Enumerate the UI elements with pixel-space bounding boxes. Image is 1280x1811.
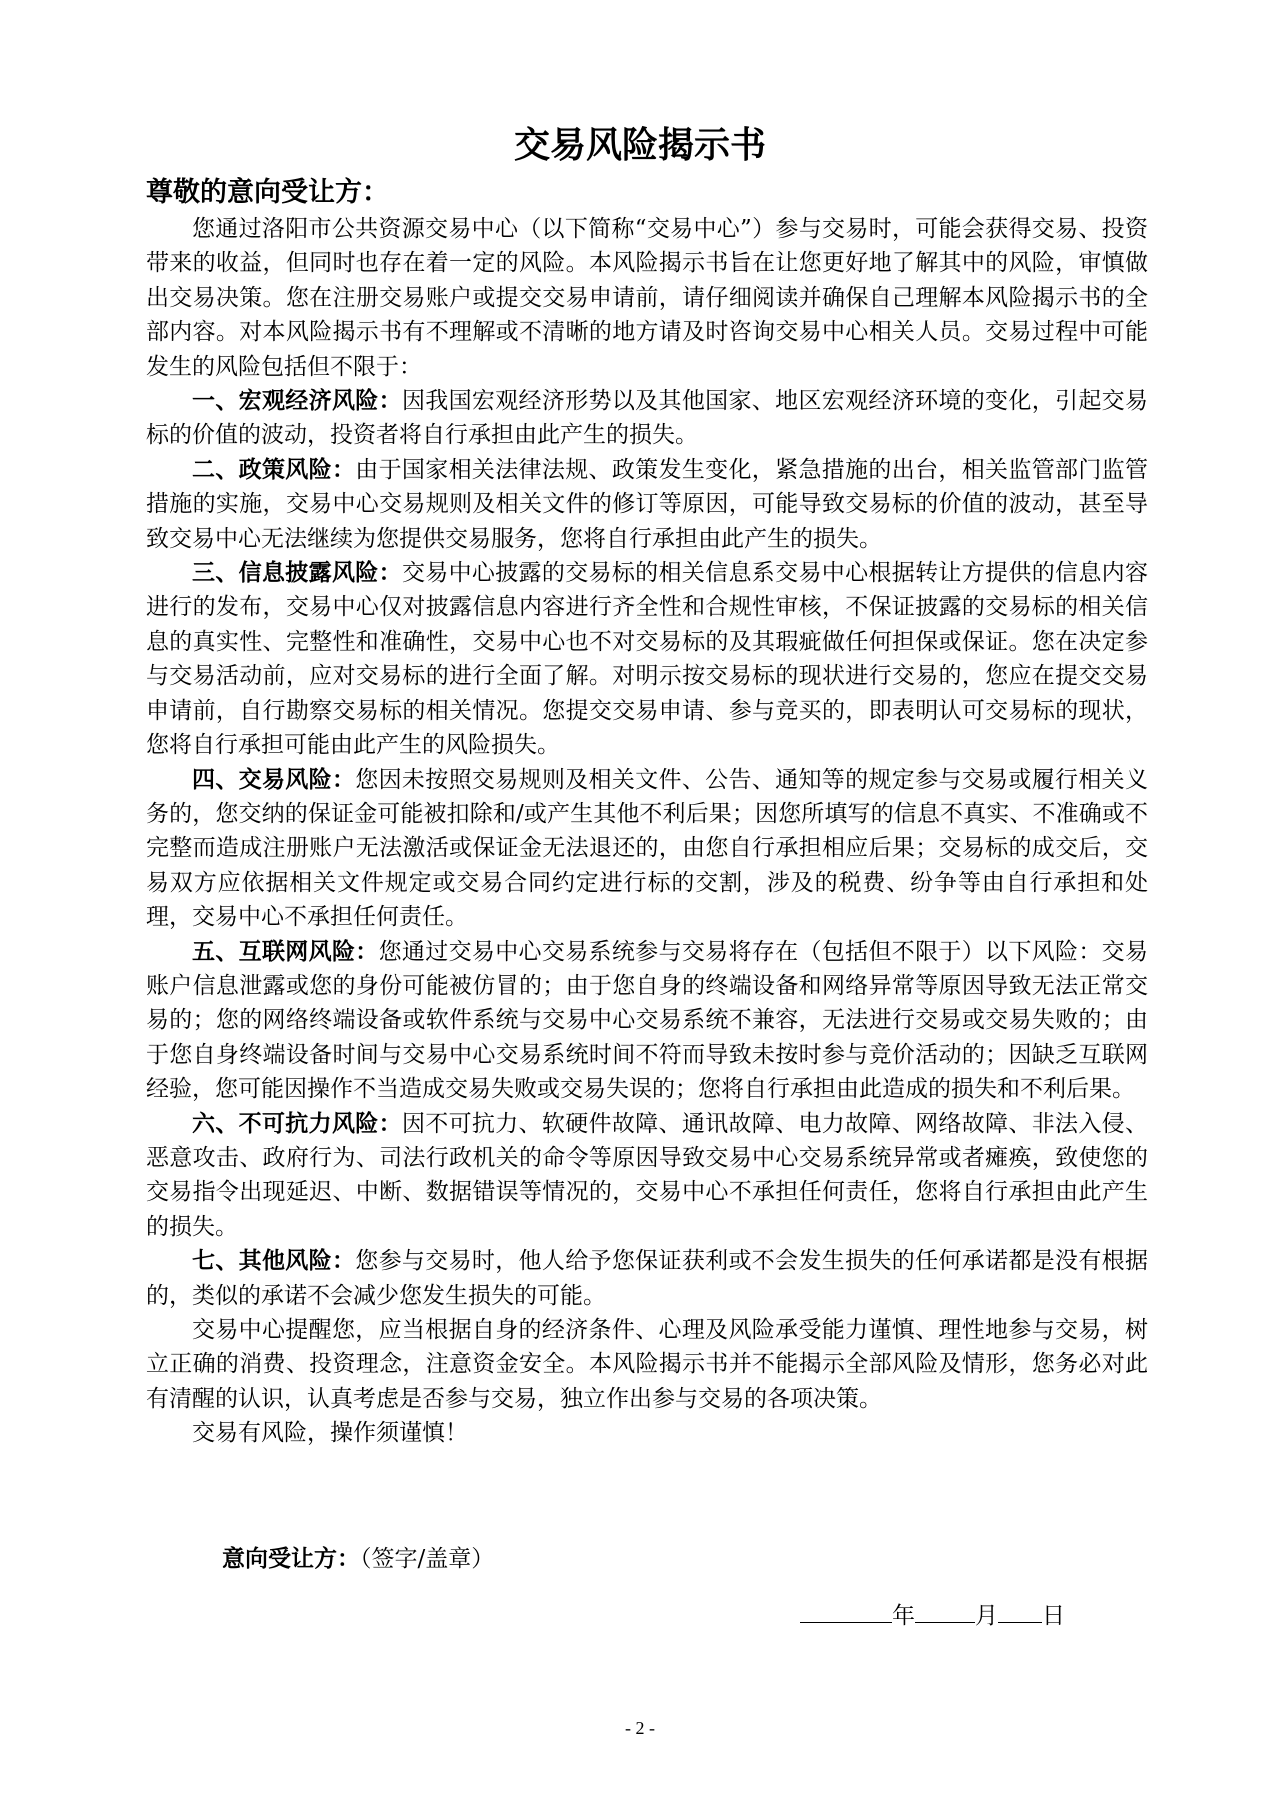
risk-heading: 七、其他风险：	[192, 1247, 356, 1275]
risk-paragraph-force-majeure	[146, 1107, 1148, 1245]
salutation: 尊敬的意向受让方：	[146, 177, 389, 208]
signature-line	[222, 1542, 494, 1576]
risk-heading: 二、政策风险：	[192, 455, 356, 483]
risk-paragraph-disclosure	[146, 556, 1148, 762]
month-blank[interactable]	[915, 1596, 975, 1623]
risk-text: 交易中心披露的交易标的相关信息系交易中心根据转让方提供的信息内容进行的发布，交易中心仅对披露信息内容进行齐全性和合规性审核，不保证披露的交易标的相关信息的真实性、完整性和准确性，交易中心也不对交易标的及其瑕疵做任何担保或保证。您在决定参与交易活动前，应对交易标的进行全面了解。对明示按交易标的现状进行交易的，您应在提交交易申请前，自行勘察交易标的相关情况。您提交交易申请、参与竞买的，即表明认可交易标的现状，您将自行承担可能由此产生的风险损失。	[146, 560, 1149, 759]
intro-paragraph: 您通过洛阳市公共资源交易中心（以下简称“交易中心”）参与交易时，可能会获得交易、投资带来的收益，但同时也存在着一定的风险。本风险揭示书旨在让您更好地了解其中的风险，审慎做出交易决策。您在注册交易账户或提交交易申请前，请仔细阅读并确保自己理解本风险揭示书的全部内容。对本风险揭示书有不理解或不清晰的地方请及时咨询交易中心相关人员。交易过程中可能发生的风险包括但不限于：	[146, 216, 1148, 380]
risk-text: 您因未按照交易规则及相关文件、公告、通知等的规定参与交易或履行相关义务的，您交纳的保证金可能被扣除和/或产生其他不利后果；因您所填写的信息不真实、不准确或不完整而造成注册账户无法激活或保证金无法退还的，由您自行承担相应后果；交易标的成交后，交易双方应依据相关文件规定或交易合同约定进行标的交割，涉及的税费、纷争等由自行承担和处理，交易中心不承担任何责任。	[146, 766, 1149, 931]
risk-paragraph-other	[146, 1244, 1148, 1313]
reminder-paragraph: 交易中心提醒您，应当根据自身的经济条件、心理及风险承受能力谨慎、理性地参与交易，树立正确的消费、投资理念，注意资金安全。本风险揭示书并不能揭示全部风险及情形，您务必对此有清醒的认识，认真考虑是否参与交易，独立作出参与交易的各项决策。	[146, 1317, 1148, 1412]
risk-heading: 六、不可抗力风险：	[192, 1109, 402, 1137]
risk-text: 因不可抗力、软硬件故障、通讯故障、电力故障、网络故障、非法入侵、恶意攻击、政府行为、司法行政机关的命令等原因导致交易中心交易系统异常或者瘫痪，致使您的交易指令出现延迟、中断、数据错误等情况的，交易中心不承担任何责任，您将自行承担由此产生的损失。	[146, 1110, 1149, 1240]
month-label: 月	[975, 1603, 998, 1629]
risk-heading: 四、交易风险：	[192, 765, 356, 793]
risk-heading: 三、信息披露风险：	[192, 559, 402, 587]
caution-paragraph: 交易有风险，操作须谨慎！	[192, 1420, 468, 1447]
risk-paragraph-trading	[146, 763, 1148, 935]
risk-paragraph-policy	[146, 453, 1148, 556]
risk-text: 您通过交易中心交易系统参与交易将存在（包括但不限于）以下风险：交易账户信息泄露或您的身份可能被仿冒的；由于您自身的终端设备和网络异常等原因导致无法正常交易的；您的网络终端设备或软件系统与交易中心交易系统不兼容，无法进行交易或交易失败的；由于您自身终端设备时间与交易中心交易系统时间不符而导致未按时参与竞价活动的；因缺乏互联网经验，您可能因操作不当造成交易失败或交易失误的；您将自行承担由此造成的损失和不利后果。	[146, 938, 1149, 1103]
risk-paragraph-internet	[146, 935, 1148, 1107]
date-line	[800, 1596, 1065, 1633]
day-label: 日	[1042, 1603, 1065, 1629]
risk-text: 您参与交易时，他人给予您保证获利或不会发生损失的任何承诺都是没有根据的，类似的承诺不会减少您发生损失的可能。	[146, 1248, 1149, 1309]
risk-paragraph-macro	[146, 384, 1148, 453]
day-blank[interactable]	[998, 1596, 1042, 1623]
risk-heading: 五、互联网风险：	[192, 937, 379, 965]
page-number: - 2 -	[625, 1718, 655, 1738]
risk-text: 因我国宏观经济形势以及其他国家、地区宏观经济环境的变化，引起交易标的价值的波动，投资者将自行承担由此产生的损失。	[146, 388, 1149, 449]
document-title: 交易风险揭示书	[513, 125, 766, 166]
year-blank[interactable]	[800, 1596, 892, 1623]
year-label: 年	[892, 1603, 915, 1629]
document-body	[146, 212, 1148, 1451]
risk-heading: 一、宏观经济风险：	[192, 387, 402, 415]
risk-text: 由于国家相关法律法规、政策发生变化，紧急措施的出台，相关监管部门监管措施的实施，交易中心交易规则及相关文件的修订等原因，可能导致交易标的价值的波动，甚至导致交易中心无法继续为您提供交易服务，您将自行承担由此产生的损失。	[146, 456, 1149, 552]
signature-label: 意向受让方：	[222, 1545, 360, 1572]
signature-note: （签字/盖章）	[360, 1546, 495, 1572]
